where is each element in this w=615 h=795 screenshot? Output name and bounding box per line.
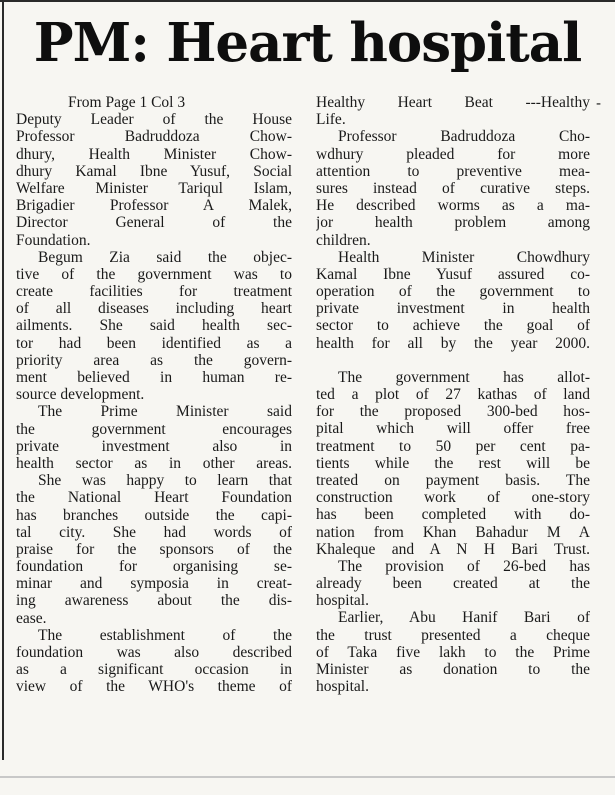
top-rule <box>0 0 615 2</box>
right-column-line: of Taka five lakh to the Prime <box>316 643 590 661</box>
left-column-line: The establishment of the <box>38 626 292 644</box>
left-column-line: The Prime Minister said <box>38 403 292 421</box>
paragraph-gap <box>316 352 590 369</box>
right-column-line: Professor Badruddoza Cho- <box>338 128 590 146</box>
right-column-line: has been completed with do- <box>316 506 590 524</box>
article-column-left <box>16 94 292 696</box>
right-column-line: ted a plot of 27 kathas of land <box>316 386 590 403</box>
left-column-line: create facilities for treatment <box>16 283 292 301</box>
left-column-line: foundation was also described <box>16 644 292 661</box>
bottom-edge <box>0 776 615 778</box>
left-column-line: of all diseases including heart <box>16 300 292 318</box>
left-column-line: the National Heart Foundation <box>16 489 292 507</box>
dateline: From Page 1 Col 3 <box>68 94 186 111</box>
left-column-line: tive of the government was to <box>16 265 292 283</box>
right-column-line: Kamal Ibne Yusuf assured co- <box>316 265 590 283</box>
right-column-line: hospital. <box>316 678 369 696</box>
right-column-line: sector to achieve the goal of <box>316 317 590 335</box>
left-column-line: Welfare Minister Tariqul Islam, <box>16 179 292 197</box>
article-column-right <box>316 94 590 695</box>
right-column-line: He described worms as a ma- <box>316 197 590 215</box>
right-column-line: attention to preventive mea- <box>316 162 590 180</box>
left-column-line: ease. <box>16 609 47 627</box>
right-column-line: private investment in health <box>316 300 590 318</box>
right-column-line: pital which will offer free <box>316 420 590 438</box>
left-column-line: Foundation. <box>16 231 91 249</box>
right-column-line: treatment to 50 per cent pa- <box>316 437 590 455</box>
right-column-line: jor health problem among <box>316 214 590 232</box>
right-column-line: already been created at the <box>316 575 590 593</box>
left-column-line: foundation for organising se- <box>16 558 292 576</box>
right-column-line: Healthy Heart Beat ---Healthy <box>316 94 590 111</box>
headline: PM: Heart hospital <box>33 12 582 74</box>
left-column-line: Director General of the <box>16 214 292 232</box>
left-column-line: ailments. She said health sec- <box>16 317 292 335</box>
right-column-line: tients while the rest will be <box>316 454 590 472</box>
left-rule <box>2 0 4 760</box>
left-column-line: ment believed in human re- <box>16 369 292 386</box>
left-column-line: has branches outside the capi- <box>16 506 292 524</box>
right-column-line: Health Minister Chowdhury <box>338 248 590 266</box>
left-column-line: minar and symposia in creat- <box>16 575 292 593</box>
right-column-line: Khaleque and A N H Bari Trust. <box>316 540 590 558</box>
right-column-line: hospital. <box>316 592 369 610</box>
left-column-line: dhury, Health Minister Chow- <box>16 145 292 163</box>
left-column-line: health sector as in other areas. <box>16 454 292 472</box>
right-column-line: health for all by the year 2000. <box>316 334 590 352</box>
right-column-line: nation from Khan Bahadur M A <box>316 523 590 541</box>
right-column-line: the trust presented a cheque <box>316 626 590 644</box>
left-column-line: Brigadier Professor A Malek, <box>16 197 292 215</box>
right-column-line: wdhury pleaded for more <box>316 145 590 163</box>
left-column-line: view of the WHO's theme of <box>16 678 292 696</box>
right-column-line: for the proposed 300-bed hos- <box>316 403 590 421</box>
right-column-line: sures instead of curative steps. <box>316 179 590 197</box>
left-column-line: tal city. She had words of <box>16 523 292 541</box>
left-column-line: as a significant occasion in <box>16 661 292 679</box>
left-column-line: source development. <box>16 386 145 404</box>
stray-mark: - <box>596 94 602 112</box>
left-column-line: Professor Badruddoza Chow- <box>16 128 292 146</box>
left-column-line: ing awareness about the dis- <box>16 592 292 610</box>
right-column-line: The provision of 26-bed has <box>338 557 590 575</box>
left-column-line: dhury Kamal Ibne Yusuf, Social <box>16 162 292 180</box>
right-column-line: treated on payment basis. The <box>316 471 590 489</box>
left-column-line: She was happy to learn that <box>38 472 292 490</box>
right-column-line: Minister as donation to the <box>316 661 590 678</box>
left-column-line: Deputy Leader of the House <box>16 111 292 129</box>
right-column-line: operation of the government to <box>316 283 590 301</box>
left-column-line: praise for the sponsors of the <box>16 540 292 558</box>
right-column-line: Life. <box>316 111 346 129</box>
left-column-line: private investment also in <box>16 437 292 455</box>
right-column-line: construction work of one-story <box>316 489 590 507</box>
right-column-line: Earlier, Abu Hanif Bari of <box>338 609 590 627</box>
left-column-line: tor had been identified as a <box>16 334 292 352</box>
left-column-line: Begum Zia said the objec- <box>38 248 292 266</box>
right-column-line: children. <box>316 231 371 249</box>
left-column-line: the government encourages <box>16 420 292 438</box>
left-column-line: priority area as the govern- <box>16 351 292 369</box>
right-column-line: The government has allot- <box>338 368 590 386</box>
